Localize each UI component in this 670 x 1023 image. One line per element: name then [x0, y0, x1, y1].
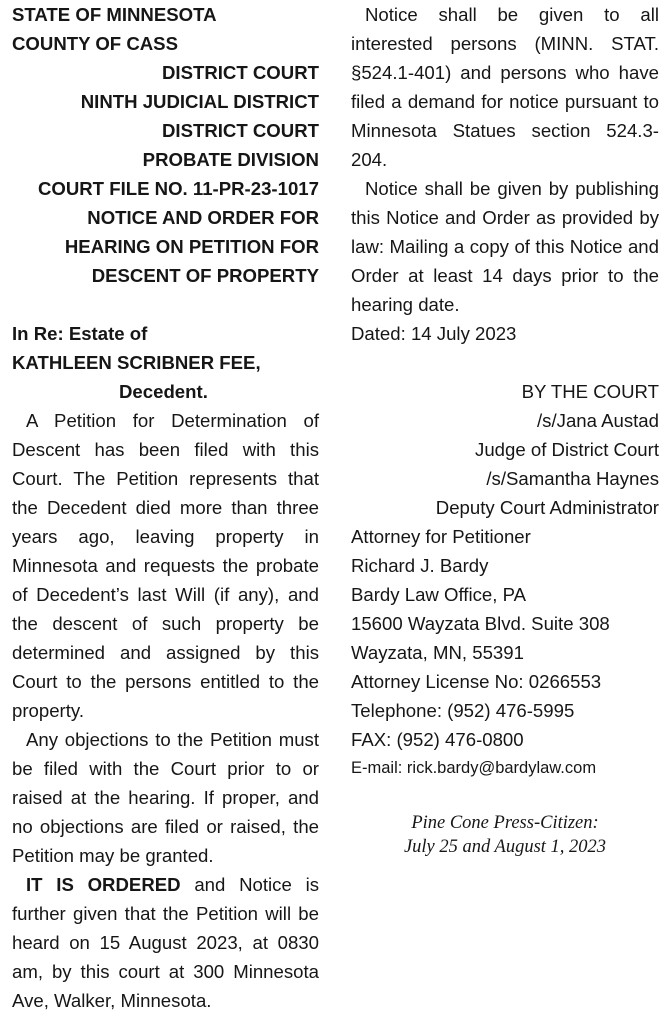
publish-paragraph: Notice shall be given by publishing this Notice and Order as provided by law: Mailing a copy of this Notice and Order at least 14 days prior to the hearing date.: [351, 178, 659, 315]
notice-title-line-2: HEARING ON PETITION FOR: [64, 236, 319, 257]
attorney-address-1: 15600 Wayzata Blvd. Suite 308: [351, 613, 610, 634]
attorney-fax: FAX: (952) 476-0800: [351, 729, 524, 750]
publication-credit: [351, 811, 659, 859]
judge-title: Judge of District Court: [475, 439, 659, 460]
administrator-signature: /s/Samantha Haynes: [486, 468, 659, 489]
in-re-line: In Re: Estate of: [12, 323, 148, 344]
decedent-label: Decedent.: [119, 381, 208, 402]
caption-court-2: DISTRICT COURT: [161, 120, 319, 141]
caption-division: PROBATE DIVISION: [142, 149, 319, 170]
case-caption: [12, 0, 319, 290]
order-lead: IT IS ORDERED: [26, 874, 181, 895]
dated-line: Dated: 14 July 2023: [351, 323, 517, 344]
notice-title-line-3: DESCENT OF PROPERTY: [91, 265, 319, 286]
decedent-name: KATHLEEN SCRIBNER FEE,: [12, 352, 261, 373]
by-the-court: BY THE COURT: [521, 381, 659, 402]
attorney-name: Richard J. Bardy: [351, 555, 489, 576]
caption-state: STATE OF MINNESOTA: [12, 4, 217, 25]
petition-paragraph: A Petition for Determination of Descent has been filed with this Court. The Petition represents that the Decedent died more than three years ago, leaving property in Minnesota and requests the probate of Decedent’s last Will (if any), and the descent of such property be determined and assigned by this Court to the persons entitled to the property.: [12, 410, 319, 721]
attorney-heading: Attorney for Petitioner: [351, 526, 531, 547]
attorney-license: Attorney License No: 0266553: [351, 671, 602, 692]
notice-title-line-1: NOTICE AND ORDER FOR: [87, 207, 319, 228]
order-paragraph: [12, 870, 319, 1015]
caption-county: COUNTY OF CASS: [12, 33, 178, 54]
notice-paragraph: Notice shall be given to all interested persons (MINN. STAT. §524.1-401) and persons who have filed a demand for notice pursuant to Minnesota Statues section 524.3-204.: [351, 4, 659, 170]
caption-file-number: COURT FILE NO. 11-PR-23-1017: [37, 178, 319, 199]
administrator-title: Deputy Court Administrator: [435, 497, 659, 518]
publication-name: Pine Cone Press-Citizen:: [411, 813, 599, 833]
caption-district: NINTH JUDICIAL DISTRICT: [80, 91, 319, 112]
attorney-email: E-mail: rick.bardy@bardylaw.com: [351, 759, 597, 777]
attorney-telephone: Telephone: (952) 476-5995: [351, 700, 575, 721]
attorney-address-2: Wayzata, MN, 55391: [351, 642, 524, 663]
in-re-block: [12, 319, 319, 406]
left-column: [12, 0, 319, 1015]
objections-paragraph: Any objections to the Petition must be filed with the Court prior to or raised at the hearing. If proper, and no objections are filed or raised, the Petition may be granted.: [12, 729, 319, 866]
order-text: and Notice is further given that the Petition will be heard on 15 August 2023, at 0830 am, by this court at 300 Minnesota Ave, Walker, Minnesota.: [12, 874, 319, 1011]
attorney-block: [351, 522, 659, 783]
publication-dates: July 25 and August 1, 2023: [403, 837, 607, 857]
signature-block: [351, 377, 659, 522]
attorney-firm: Bardy Law Office, PA: [351, 584, 526, 605]
judge-signature: /s/Jana Austad: [537, 410, 659, 431]
right-column: [351, 0, 659, 859]
caption-court: DISTRICT COURT: [161, 62, 319, 83]
